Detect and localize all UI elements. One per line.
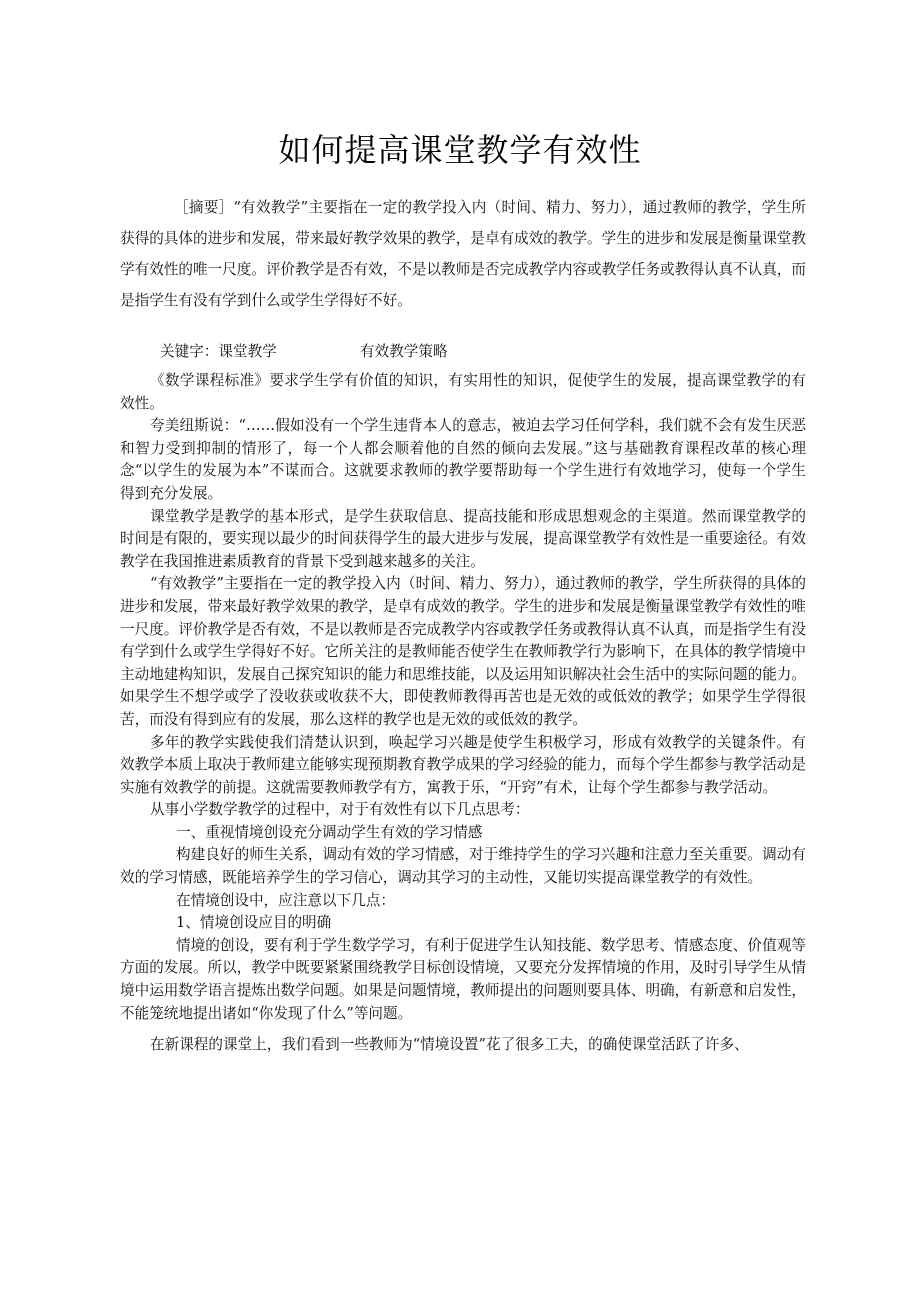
body-text [120,370,806,1057]
subsection-heading: 1、情境创设应目的明确 [176,914,332,932]
section-heading: 一、重视情境创设充分调动学生有效的学习情感 [176,823,483,841]
paragraph: 在情境创设中，应注意以下几点： [176,891,395,909]
paragraph: 多年的教学实践使我们清楚认识到，唤起学习兴趣是使学生积极学习，形成有效教学的关键条件。有效教学本质上取决于教师建立能够实现预期教育教学成果的学习经验的能力，而每个学生都参与教学活动是实施有效教学的前提。这就需要教师教学有方，寓教于乐，“开窍”有术，让每个学生都参与教学活动。 [120,733,806,796]
paragraph: 夸美纽斯说：“……假如没有一个学生违背本人的意志，被迫去学习任何学科，我们就不会有发生厌恶和智力受到抑制的情形了，每一个人都会顺着他的自然的倾向去发展。”这与基础教育课程改革的核心理念“以学生的发展为本”不谋而合。这就要求教师的教学要帮助每一个学生进行有效地学习，使每一个学生得到充分发展。 [120,417,806,502]
keywords-value: 有效教学策略 [360,343,448,360]
abstract-paragraph: ［摘要］“有效教学”主要指在一定的教学投入内（时间、精力、努力），通过教师的教学，学生所获得的具体的进步和发展，带来最好教学效果的教学，是卓有成效的教学。学生的进步和发展是衡量课堂教学有效性的唯一尺度。评价教学是否有效，不是以教师是否完成教学内容或教学任务或教得认真不认真，而是指学生有没有学到什么或学生学得好不好。 [120,199,806,309]
paragraph: 构建良好的师生关系，调动有效的学习情感，对于维持学生的学习兴趣和注意力至关重要。调动有效的学习情感，既能培养学生的学习信心，调动其学习的主动性，又能切实提高课堂教学的有效性。 [120,846,806,887]
keywords-label: 关键字：课堂教学 [160,343,277,360]
paragraph: 课堂教学是教学的基本形式，是学生获取信息、提高技能和形成思想观念的主渠道。然而课堂教学的时间是有限的，要实现以最少的时间获得学生的最大进步与发展，提高课堂教学有效性是一重要途径。有效教学在我国推进素质教育的背景下受到越来越多的关注。 [120,507,806,570]
document-title: 如何提高课堂教学有效性 [278,131,642,169]
keywords-line [160,340,448,364]
paragraph: 在新课程的课堂上，我们看到一些教师为“情境设置”花了很多工夫，的确使课堂活跃了许多、 [150,1036,749,1054]
paragraph: “有效教学”主要指在一定的教学投入内（时间、精力、努力），通过教师的教学，学生所获得的具体的进步和发展，带来最好教学效果的教学，是卓有成效的教学。学生的进步和发展是衡量课堂教学有效性的唯一尺度。评价教学是否有效，不是以教师是否完成教学内容或教学任务或教得认真不认真，而是指学生有没有学到什么或学生学得好不好。它所关注的是教师能否使学生在教师教学行为影响下，在具体的教学情境中主动地建构知识，发展自己探究知识的能力和思维技能，以及运用知识解决社会生活中的实际问题的能力。如果学生不想学或学了没收获或收获不大，即使教师教得再苦也是无效的或低效的教学；如果学生学得很苦，而没有得到应有的发展，那么这样的教学也是无效的或低效的教学。 [120,575,806,728]
paragraph: 《数学课程标准》要求学生学有价值的知识，有实用性的知识，促使学生的发展，提高课堂教学的有效性。 [120,372,806,412]
paragraph: 从事小学数学教学的过程中，对于有效性有以下几点思考： [150,801,530,819]
paragraph: 情境的创设，要有利于学生数学学习，有利于促进学生认知技能、数学思考、情感态度、价值观等方面的发展。所以，教学中既要紧紧围绕教学目标创设情境，又要充分发挥情境的作用，及时引导学生从情境中运用数学语言提炼出数学问题。如果是问题情境，教师提出的问题则要具体、明确，有新意和启发性，不能笼统地提出诸如“你发现了什么”等问题。 [120,936,806,1022]
